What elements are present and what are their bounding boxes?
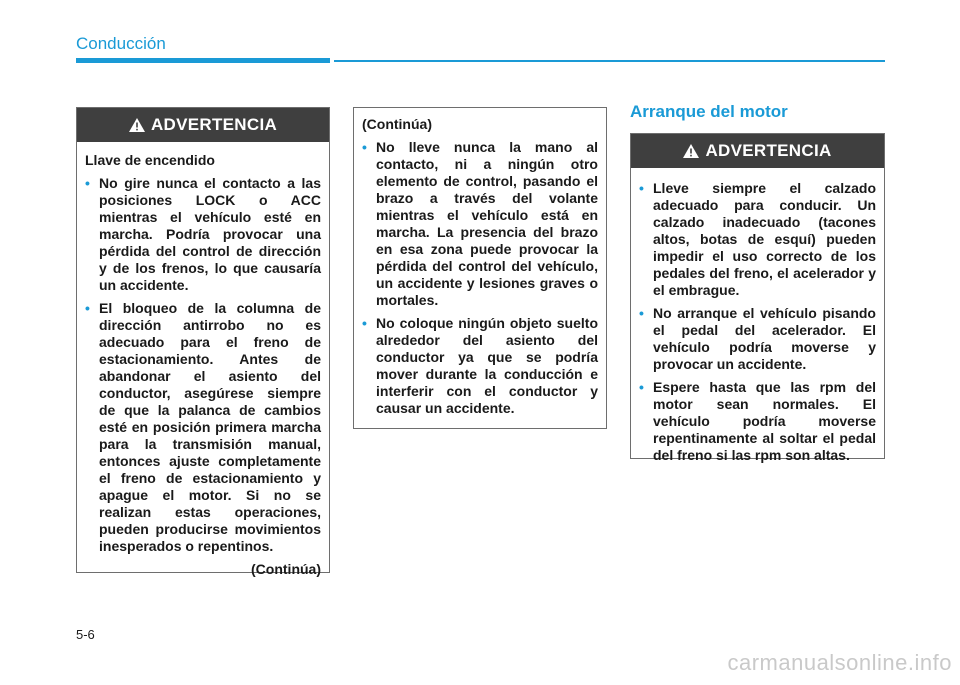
page-number: 5-6	[76, 627, 95, 642]
list-item: • Espere hasta que las rpm del motor sean normales. El vehículo podría moverse repentinamente al soltar el pedal del freno si las rpm son altas.	[639, 379, 876, 463]
list-item: • No gire nunca el contacto a las posiciones LOCK o ACC mientras el vehículo esté en marcha. Podría provocar una pérdida del control de dirección y de los frenos, lo que causaría un accidente.	[85, 175, 321, 293]
section-header-title: Conducción	[76, 34, 166, 53]
bullet-dot: •	[362, 315, 367, 331]
list-item: • No coloque ningún objeto suelto alrededor del asiento del conductor ya que se podría mover durante la conducción e interferir con el conductor y causar un accidente.	[362, 315, 598, 416]
watermark: carmanualsonline.info	[727, 650, 952, 675]
header-rule-thick	[76, 58, 330, 63]
continues-label: (Continúa)	[251, 561, 321, 577]
warning-box-continued	[353, 107, 607, 429]
bullet-dot: •	[639, 379, 644, 395]
list-item: • El bloqueo de la columna de dirección antirrobo no es adecuado para el freno de estacionamiento. Antes de abandonar el asiento del conductor, asegúrese siempre de que la palanca de cambios esté en posición primera marcha para la transmisión manual, entonces ajuste completamente el freno de estacionamiento y apague el motor. Si no se realizan estas operaciones, pueden producirse movimientos inesperados o repentinos.	[85, 300, 321, 554]
list-item: • Lleve siempre el calzado adecuado para conducir. Un calzado inadecuado (tacones altos, botas de esquí) pueden impedir el uso correcto de los pedales del freno, el acelerador y el embrague.	[639, 180, 876, 298]
section-title-engine-start: Arranque del motor	[630, 102, 788, 121]
warning-header	[631, 134, 884, 168]
warning-box-ignition	[76, 107, 330, 577]
list-item: • No lleve nunca la mano al contacto, ni a ningún otro elemento de control, pasando el brazo a través del volante mientras el vehículo está en marcha. La presencia del brazo en esa zona puede provocar la pérdida del control del vehículo, un accidente y lesiones graves o mortales.	[362, 139, 598, 308]
bullet-dot: •	[639, 305, 644, 321]
bullet-dot: •	[85, 300, 90, 316]
bullet-dot: •	[639, 180, 644, 196]
warning-header	[77, 108, 329, 142]
box-subtitle: Llave de encendido	[85, 152, 215, 168]
bullet-dot: •	[362, 139, 367, 155]
bullet-dot: •	[85, 175, 90, 191]
continued-label: (Continúa)	[362, 116, 432, 132]
warning-box-engine-start	[630, 133, 885, 463]
warning-triangle-icon	[129, 118, 145, 132]
header-rule-thin	[334, 60, 885, 62]
warning-label: ADVERTENCIA	[705, 141, 832, 160]
warning-triangle-icon	[683, 144, 699, 158]
warning-label: ADVERTENCIA	[150, 115, 278, 134]
list-item: • No arranque el vehículo pisando el pedal del acelerador. El vehículo podría moverse y provocar un accidente.	[639, 305, 876, 372]
